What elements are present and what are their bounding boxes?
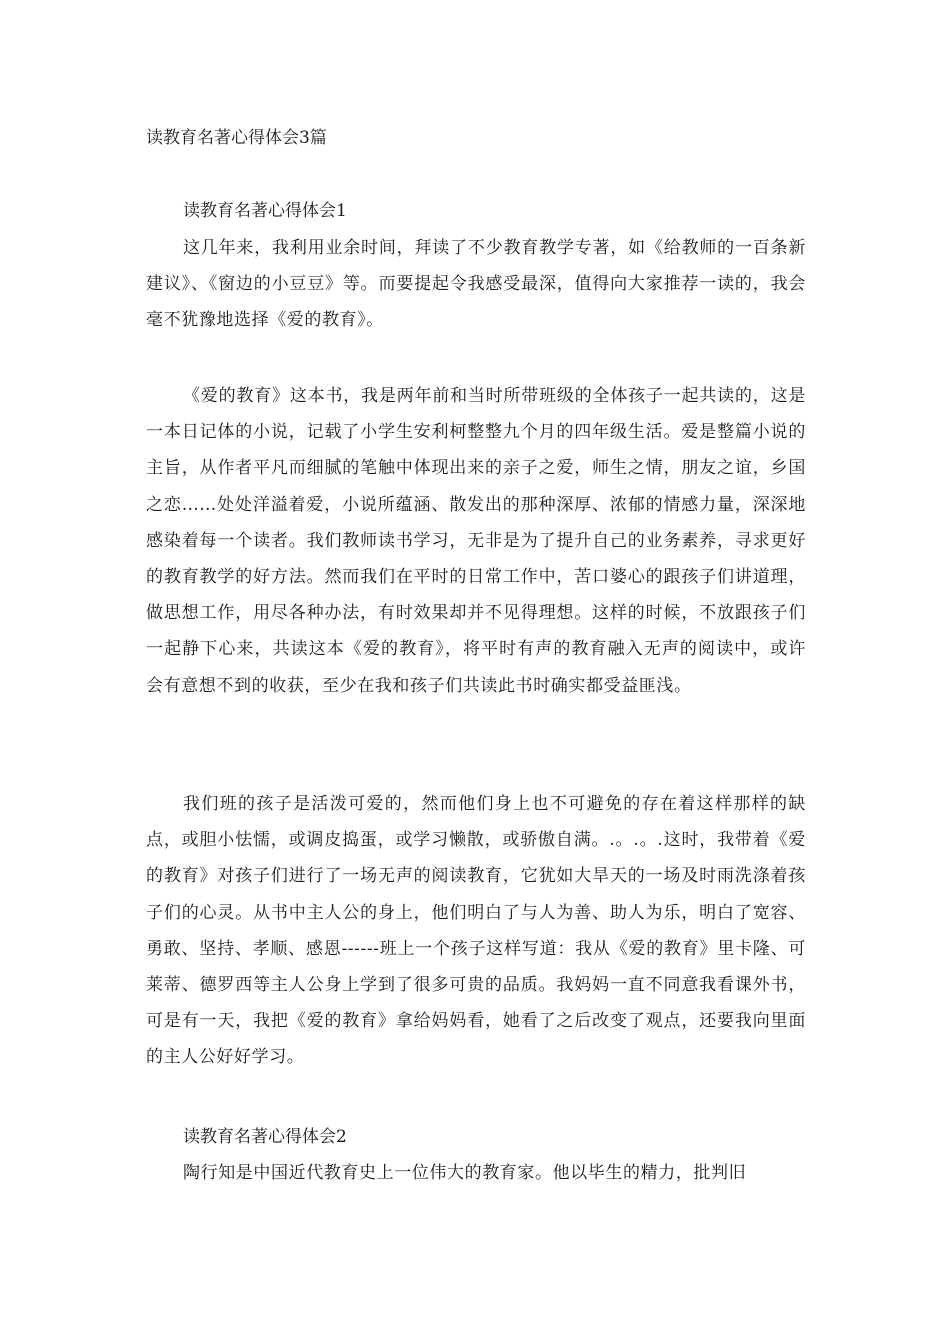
section-heading-1: 读教育名著心得体会1 [183,201,347,221]
paragraph-2-1: 陶行知是中国近代教育史上一位伟大的教育家。他以毕生的精力，批判旧 [183,1163,747,1183]
paragraph-1-3: 我们班的孩子是活泼可爱的，然而他们身上也不可避免的存在着这样那样的缺点，或胆小怯懦，或调皮捣蛋，或学习懒散，或骄傲自满。.。.。.这时，我带着《爱的教育》对孩子们进行了一场无声的阅读教育，它犹如大旱天的一场及时雨洗涤着孩子们的心灵。从书中主人公的身上，他们明白了与人为善、助人为乐，明白了宽容、勇敢、坚持、孝顺、感恩------班上一个孩子这样写道：我从《爱的教育》里卡隆、可莱蒂、德罗西等主人公身上学到了很多可贵的品质。我妈妈一直不同意我看课外书，可是有一天，我把《爱的教育》拿给妈妈看，她看了之后改变了观点，还要我向里面的主人公好好学习。 [146,794,806,1068]
paragraph-1-2: 《爱的教育》这本书，我是两年前和当时所带班级的全体孩子一起共读的，这是一本日记体的小说，记载了小学生安利柯整整九个月的四年级生活。爱是整篇小说的主旨，从作者平凡而细腻的笔触中体现出来的亲子之爱，师生之情，朋友之谊，乡国之恋……处处洋溢着爱，小说所蕴涵、散发出的那种深厚、浓郁的情感力量，深深地感染着每一个读者。我们教师读书学习，无非是为了提升自己的业务素养，寻求更好的教育教学的好方法。然而我们在平时的日常工作中，苦口婆心的跟孩子们讲道理，做思想工作，用尽各种办法，有时效果却并不见得理想。这样的时候，不放跟孩子们一起静下心来，共读这本《爱的教育》，将平时有声的教育融入无声的阅读中，或许会有意想不到的收获，至少在我和孩子们共读此书时确实都受益匪浅。 [146,386,806,696]
paragraph-1-1: 这几年来，我利用业余时间，拜读了不少教育教学专著，如《给教师的一百条新建议》、《窗边的小豆豆》等。而要提起令我感受最深，值得向大家推荐一读的，我会毫不犹豫地选择《爱的教育》。 [146,238,806,331]
section-heading-2: 读教育名著心得体会2 [183,1127,347,1147]
document-title: 读教育名著心得体会3篇 [146,128,327,148]
